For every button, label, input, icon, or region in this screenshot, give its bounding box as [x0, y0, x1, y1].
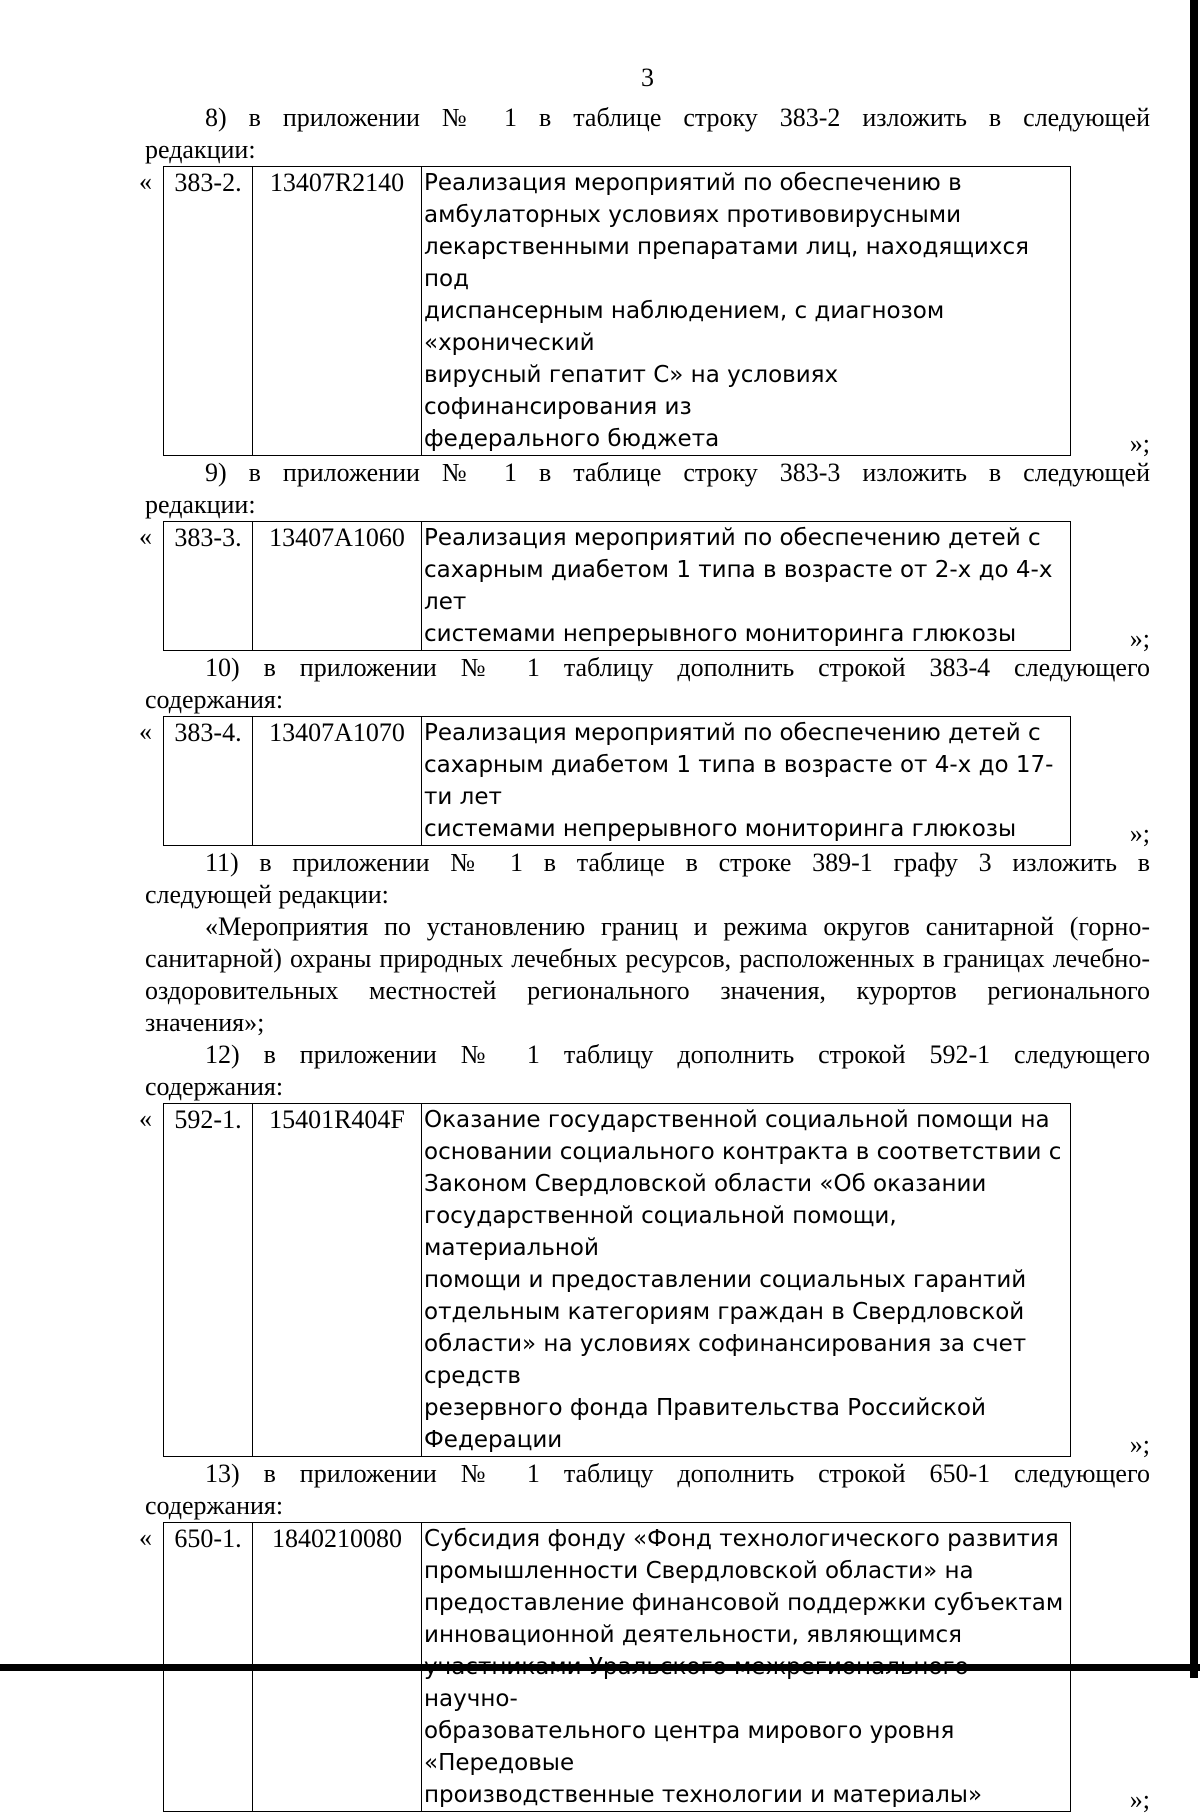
table-row: [164, 1104, 1071, 1457]
code-cell: 13407A1070: [253, 717, 422, 846]
description-line: диспансерным наблюдением, с диагнозом «хронический: [424, 298, 945, 356]
item-12-table: [163, 1103, 1071, 1457]
code-cell: 1840210080: [253, 1523, 422, 1812]
description-line: инновационной деятельности, являющимся: [424, 1622, 962, 1648]
description-cell: [422, 522, 1071, 651]
description-line: федерального бюджета: [424, 426, 720, 452]
page-number: 3: [641, 63, 654, 92]
close-quote: »;: [1129, 1430, 1150, 1459]
open-quote: «: [139, 522, 152, 551]
row-number-cell: 383-4.: [164, 717, 253, 846]
code-cell: 13407R2140: [253, 167, 422, 456]
close-quote: »;: [1129, 819, 1150, 848]
item-13-lead: 13) в приложении № 1 таблицу дополнить строкой 650-1 следующего: [205, 1459, 1150, 1488]
item-12-table-block: [139, 1103, 1150, 1459]
description-line: Федерации: [424, 1427, 563, 1453]
open-quote: «: [139, 1523, 152, 1552]
row-number-cell: 592-1.: [164, 1104, 253, 1457]
description-line: вирусный гепатит С» на условиях софинансирования из: [424, 362, 839, 420]
open-quote: «: [139, 1104, 152, 1133]
item-10-table: [163, 716, 1071, 846]
item-9-table: [163, 521, 1071, 651]
item-8-lead: 8) в приложении № 1 в таблице строку 383-2 изложить в следующей: [205, 103, 1150, 132]
description-line: государственной социальной помощи, материальной: [424, 1203, 897, 1261]
description-line: сахарным диабетом 1 типа в возрасте от 2-х до 4-х лет: [424, 557, 1053, 615]
description-cell: [422, 167, 1071, 456]
item-13-tail: содержания:: [145, 1491, 284, 1520]
item-9-lead: 9) в приложении № 1 в таблице строку 383-3 изложить в следующей: [205, 458, 1150, 487]
code-cell: 15401R404F: [253, 1104, 422, 1457]
open-quote: «: [139, 717, 152, 746]
description-line: системами непрерывного мониторинга глюкозы: [424, 621, 1017, 647]
description-line: амбулаторных условиях противовирусными: [424, 202, 962, 228]
close-quote: »;: [1129, 1785, 1150, 1814]
table-row: [164, 522, 1071, 651]
description-line: резервного фонда Правительства Российской: [424, 1395, 986, 1421]
description-line: помощи и предоставлении социальных гарантий: [424, 1267, 1027, 1293]
description-line: промышленности Свердловской области» на: [424, 1558, 974, 1584]
row-number-cell: 383-2.: [164, 167, 253, 456]
description-line: лекарственными препаратами лиц, находящихся под: [424, 234, 1029, 292]
item-8-table-block: [139, 166, 1150, 458]
item-12-tail: содержания:: [145, 1072, 284, 1101]
row-number-cell: 650-1.: [164, 1523, 253, 1812]
description-line: Субсидия фонду «Фонд технологического развития: [424, 1526, 1059, 1552]
item-9-table-block: [139, 521, 1150, 653]
item-13-table: [163, 1522, 1071, 1812]
scan-border-right: [1190, 0, 1198, 1678]
description-line: Реализация мероприятий по обеспечению детей с: [424, 720, 1041, 746]
description-line: предоставление финансовой поддержки субъектам: [424, 1590, 1064, 1616]
close-quote: »;: [1129, 429, 1150, 458]
description-line: Оказание государственной социальной помощи на: [424, 1107, 1050, 1133]
table-row: [164, 717, 1071, 846]
description-line: производственные технологии и материалы»: [424, 1782, 983, 1808]
item-11-quote: «Мероприятия по установлению границ и режима округов санитарной (горно-санитарной) охраны природных лечебных ресурсов, расположенных в границах лечебно-оздоровительных местностей регионального значения, курортов регионального значения»;: [145, 912, 1150, 1037]
description-line: Реализация мероприятий по обеспечению в: [424, 170, 962, 196]
item-11-lead: 11) в приложении № 1 в таблице в строке 389-1 графу 3 изложить в: [205, 848, 1150, 877]
description-line: образовательного центра мирового уровня «Передовые: [424, 1718, 955, 1776]
item-10-tail: содержания:: [145, 685, 284, 714]
description-line: основании социального контракта в соответствии с: [424, 1139, 1062, 1165]
table-row: [164, 167, 1071, 456]
item-8-tail: редакции:: [145, 135, 256, 164]
description-line: сахарным диабетом 1 типа в возрасте от 4-х до 17-ти лет: [424, 752, 1054, 810]
description-line: участниками Уральского межрегионального научно-: [424, 1654, 969, 1712]
item-10-table-block: [139, 716, 1150, 848]
description-cell: [422, 1104, 1071, 1457]
table-row: [164, 1523, 1071, 1812]
description-line: отдельным категориям граждан в Свердловской: [424, 1299, 1025, 1325]
document-page: [139, 60, 1150, 1814]
description-line: области» на условиях софинансирования за счет средств: [424, 1331, 1027, 1389]
item-11-tail: следующей редакции:: [145, 880, 389, 909]
description-line: системами непрерывного мониторинга глюкозы: [424, 816, 1017, 842]
item-13-table-block: [139, 1522, 1150, 1814]
item-9-tail: редакции:: [145, 490, 256, 519]
row-number-cell: 383-3.: [164, 522, 253, 651]
close-quote: »;: [1129, 624, 1150, 653]
open-quote: «: [139, 167, 152, 196]
code-cell: 13407A1060: [253, 522, 422, 651]
description-line: Реализация мероприятий по обеспечению детей с: [424, 525, 1041, 551]
item-12-lead: 12) в приложении № 1 таблицу дополнить строкой 592-1 следующего: [205, 1040, 1150, 1069]
description-cell: [422, 1523, 1071, 1812]
description-line: Законом Свердловской области «Об оказании: [424, 1171, 987, 1197]
description-cell: [422, 717, 1071, 846]
item-8-table: [163, 166, 1071, 456]
item-10-lead: 10) в приложении № 1 таблицу дополнить строкой 383-4 следующего: [205, 653, 1150, 682]
